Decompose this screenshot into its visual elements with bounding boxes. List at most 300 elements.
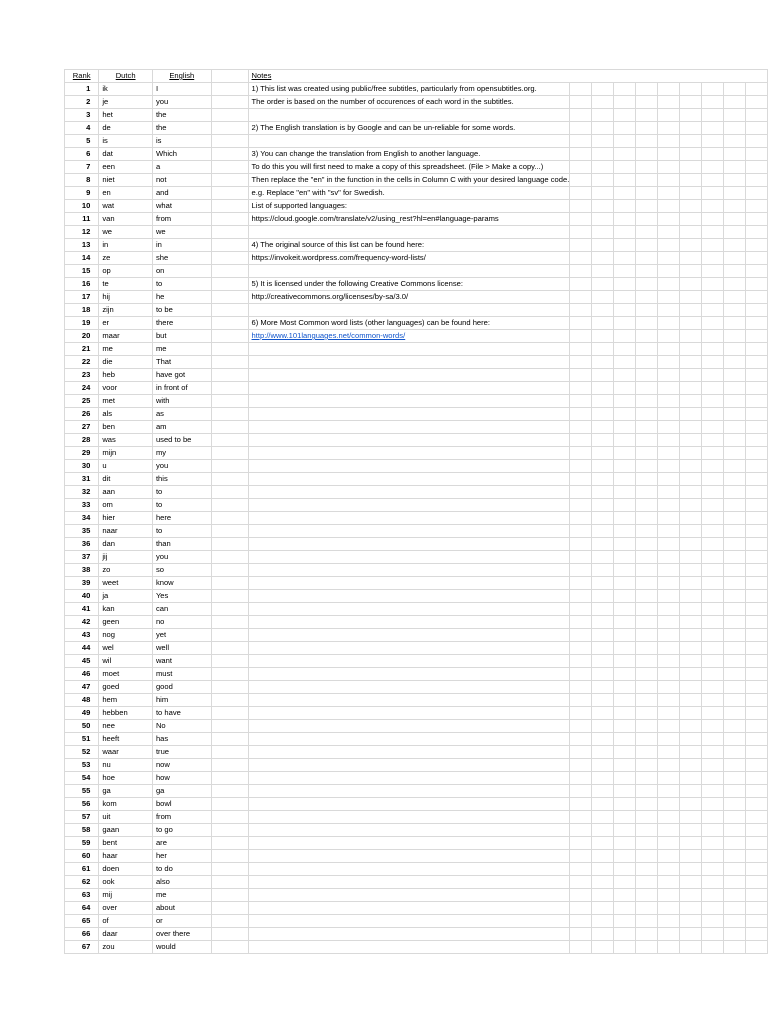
dutch-cell: daar xyxy=(99,928,153,941)
empty-cell xyxy=(592,824,614,837)
note-cell xyxy=(248,434,570,447)
empty-cell xyxy=(724,564,746,577)
table-row xyxy=(65,655,768,668)
empty-cell xyxy=(592,889,614,902)
empty-cell xyxy=(658,798,680,811)
empty-cell xyxy=(724,655,746,668)
table-row xyxy=(65,707,768,720)
dutch-cell: heb xyxy=(99,369,153,382)
english-cell: about xyxy=(152,902,211,915)
empty-cell xyxy=(614,837,636,850)
dutch-cell: zijn xyxy=(99,304,153,317)
empty-cell xyxy=(680,382,702,395)
empty-cell xyxy=(636,850,658,863)
empty-cell xyxy=(724,694,746,707)
note-cell xyxy=(248,941,570,954)
empty-cell xyxy=(658,317,680,330)
empty-cell xyxy=(702,421,724,434)
empty-cell xyxy=(702,174,724,187)
rank-cell: 67 xyxy=(65,941,99,954)
empty-cell xyxy=(570,681,592,694)
dutch-cell: of xyxy=(99,915,153,928)
empty-cell xyxy=(724,304,746,317)
dutch-cell: zo xyxy=(99,564,153,577)
empty-cell xyxy=(658,785,680,798)
table-row xyxy=(65,928,768,941)
empty-cell xyxy=(680,460,702,473)
empty-cell xyxy=(724,161,746,174)
empty-cell xyxy=(211,226,248,239)
empty-cell xyxy=(680,538,702,551)
empty-cell xyxy=(614,317,636,330)
table-row xyxy=(65,213,768,226)
empty-cell xyxy=(745,577,767,590)
empty-cell xyxy=(745,252,767,265)
empty-cell xyxy=(745,928,767,941)
english-cell: not xyxy=(152,174,211,187)
empty-cell xyxy=(570,317,592,330)
empty-cell xyxy=(614,746,636,759)
empty-cell xyxy=(724,824,746,837)
note-cell xyxy=(248,694,570,707)
empty-cell xyxy=(636,200,658,213)
english-cell: would xyxy=(152,941,211,954)
empty-cell xyxy=(724,928,746,941)
english-cell: you xyxy=(152,460,211,473)
rank-cell: 57 xyxy=(65,811,99,824)
empty-cell xyxy=(614,681,636,694)
empty-cell xyxy=(570,148,592,161)
empty-cell xyxy=(658,239,680,252)
empty-cell xyxy=(614,369,636,382)
empty-cell xyxy=(592,252,614,265)
dutch-cell: ik xyxy=(99,83,153,96)
empty-cell xyxy=(592,122,614,135)
note-cell: The order is based on the number of occurences of each word in the subtitles. xyxy=(248,96,570,109)
empty-cell xyxy=(570,434,592,447)
table-row xyxy=(65,343,768,356)
empty-cell xyxy=(724,551,746,564)
empty-cell xyxy=(680,291,702,304)
empty-cell xyxy=(614,148,636,161)
empty-cell xyxy=(702,226,724,239)
empty-cell xyxy=(636,434,658,447)
table-row xyxy=(65,304,768,317)
empty-cell xyxy=(745,720,767,733)
rank-cell: 20 xyxy=(65,330,99,343)
rank-cell: 17 xyxy=(65,291,99,304)
dutch-cell: om xyxy=(99,499,153,512)
english-cell: ga xyxy=(152,785,211,798)
empty-cell xyxy=(614,759,636,772)
empty-cell xyxy=(211,330,248,343)
empty-cell xyxy=(680,135,702,148)
empty-cell xyxy=(745,304,767,317)
note-cell xyxy=(248,421,570,434)
empty-cell xyxy=(592,863,614,876)
english-cell: No xyxy=(152,720,211,733)
dutch-cell: zou xyxy=(99,941,153,954)
empty-cell xyxy=(636,486,658,499)
empty-cell xyxy=(702,733,724,746)
empty-cell xyxy=(570,96,592,109)
dutch-cell: was xyxy=(99,434,153,447)
empty-cell xyxy=(658,941,680,954)
dutch-cell: voor xyxy=(99,382,153,395)
empty-cell xyxy=(570,720,592,733)
rank-cell: 22 xyxy=(65,356,99,369)
table-row xyxy=(65,915,768,928)
english-cell: must xyxy=(152,668,211,681)
english-cell: you xyxy=(152,96,211,109)
english-cell: than xyxy=(152,538,211,551)
empty-cell xyxy=(745,135,767,148)
english-cell: a xyxy=(152,161,211,174)
empty-cell xyxy=(636,577,658,590)
empty-cell xyxy=(636,525,658,538)
empty-cell xyxy=(211,525,248,538)
empty-cell xyxy=(636,213,658,226)
empty-cell xyxy=(592,590,614,603)
dutch-cell: kom xyxy=(99,798,153,811)
empty-cell xyxy=(724,369,746,382)
rank-cell: 53 xyxy=(65,759,99,772)
empty-cell xyxy=(592,265,614,278)
empty-cell xyxy=(724,772,746,785)
dutch-cell: het xyxy=(99,109,153,122)
empty-cell xyxy=(658,291,680,304)
empty-cell xyxy=(636,720,658,733)
empty-cell xyxy=(570,252,592,265)
empty-cell xyxy=(592,616,614,629)
empty-cell xyxy=(680,642,702,655)
empty-cell xyxy=(680,239,702,252)
empty-cell xyxy=(658,278,680,291)
rank-cell: 11 xyxy=(65,213,99,226)
empty-cell xyxy=(592,148,614,161)
empty-cell xyxy=(570,837,592,850)
empty-cell xyxy=(680,668,702,681)
empty-cell xyxy=(658,655,680,668)
rank-cell: 3 xyxy=(65,109,99,122)
empty-cell xyxy=(636,460,658,473)
note-cell: 6) More Most Common word lists (other languages) can be found here: xyxy=(248,317,570,330)
empty-cell xyxy=(702,447,724,460)
note-cell xyxy=(248,785,570,798)
empty-cell xyxy=(724,421,746,434)
notes-link[interactable]: http://www.101languages.net/common-words/ xyxy=(248,330,570,343)
empty-cell xyxy=(658,434,680,447)
table-row xyxy=(65,421,768,434)
empty-cell xyxy=(636,330,658,343)
empty-cell xyxy=(680,694,702,707)
dutch-cell: naar xyxy=(99,525,153,538)
empty-cell xyxy=(680,863,702,876)
empty-cell xyxy=(614,265,636,278)
empty-cell xyxy=(211,603,248,616)
empty-cell xyxy=(702,798,724,811)
empty-cell xyxy=(592,161,614,174)
empty-cell xyxy=(680,850,702,863)
empty-cell xyxy=(745,694,767,707)
empty-cell xyxy=(211,460,248,473)
empty-cell xyxy=(702,460,724,473)
note-cell xyxy=(248,343,570,356)
english-cell: you xyxy=(152,551,211,564)
empty-cell xyxy=(680,512,702,525)
empty-cell xyxy=(658,265,680,278)
empty-cell xyxy=(636,681,658,694)
empty-cell xyxy=(211,564,248,577)
empty-cell xyxy=(614,343,636,356)
empty-cell xyxy=(636,759,658,772)
english-cell: can xyxy=(152,603,211,616)
table-row xyxy=(65,876,768,889)
dutch-cell: hebben xyxy=(99,707,153,720)
empty-cell xyxy=(570,733,592,746)
english-cell: but xyxy=(152,330,211,343)
empty-cell xyxy=(745,863,767,876)
empty-cell xyxy=(211,447,248,460)
empty-cell xyxy=(592,915,614,928)
rank-cell: 35 xyxy=(65,525,99,538)
empty-cell xyxy=(658,811,680,824)
empty-cell xyxy=(702,265,724,278)
empty-cell xyxy=(745,291,767,304)
empty-cell xyxy=(592,317,614,330)
empty-cell xyxy=(614,187,636,200)
empty-cell xyxy=(702,369,724,382)
empty-cell xyxy=(636,395,658,408)
empty-cell xyxy=(614,304,636,317)
english-cell: well xyxy=(152,642,211,655)
empty-cell xyxy=(680,798,702,811)
note-cell xyxy=(248,876,570,889)
note-cell xyxy=(248,460,570,473)
english-cell: the xyxy=(152,109,211,122)
empty-cell xyxy=(745,538,767,551)
empty-cell xyxy=(658,629,680,642)
empty-cell xyxy=(658,473,680,486)
empty-cell xyxy=(592,876,614,889)
empty-cell xyxy=(592,746,614,759)
empty-cell xyxy=(745,395,767,408)
english-cell: good xyxy=(152,681,211,694)
empty-cell xyxy=(592,642,614,655)
empty-cell xyxy=(636,382,658,395)
empty-cell xyxy=(570,109,592,122)
empty-cell xyxy=(680,161,702,174)
rank-cell: 43 xyxy=(65,629,99,642)
table-row xyxy=(65,811,768,824)
rank-cell: 26 xyxy=(65,408,99,421)
empty-cell xyxy=(680,148,702,161)
note-cell: List of supported languages: xyxy=(248,200,570,213)
note-cell xyxy=(248,681,570,694)
empty-cell xyxy=(745,434,767,447)
empty-cell xyxy=(724,590,746,603)
empty-cell xyxy=(724,252,746,265)
empty-cell xyxy=(636,902,658,915)
empty-cell xyxy=(636,798,658,811)
empty-cell xyxy=(211,395,248,408)
empty-cell xyxy=(592,733,614,746)
empty-cell xyxy=(658,915,680,928)
empty-cell xyxy=(702,668,724,681)
dutch-cell: ja xyxy=(99,590,153,603)
empty-cell xyxy=(724,486,746,499)
empty-cell xyxy=(570,200,592,213)
empty-cell xyxy=(592,239,614,252)
empty-cell xyxy=(211,434,248,447)
english-cell: yet xyxy=(152,629,211,642)
empty-cell xyxy=(745,265,767,278)
empty-cell xyxy=(702,902,724,915)
empty-cell xyxy=(745,122,767,135)
english-cell: to xyxy=(152,525,211,538)
empty-cell xyxy=(211,382,248,395)
empty-cell xyxy=(702,876,724,889)
table-row xyxy=(65,252,768,265)
rank-cell: 51 xyxy=(65,733,99,746)
empty-cell xyxy=(636,174,658,187)
english-cell: bowl xyxy=(152,798,211,811)
empty-cell xyxy=(570,265,592,278)
empty-cell xyxy=(614,551,636,564)
dutch-cell: er xyxy=(99,317,153,330)
dutch-cell: heeft xyxy=(99,733,153,746)
empty-cell xyxy=(614,707,636,720)
empty-cell xyxy=(211,655,248,668)
empty-cell xyxy=(658,486,680,499)
english-cell: how xyxy=(152,772,211,785)
empty-cell xyxy=(702,811,724,824)
empty-cell xyxy=(702,122,724,135)
empty-cell xyxy=(745,941,767,954)
dutch-cell: waar xyxy=(99,746,153,759)
dutch-cell: mij xyxy=(99,889,153,902)
empty-cell xyxy=(570,629,592,642)
note-cell xyxy=(248,538,570,551)
english-cell: on xyxy=(152,265,211,278)
empty-cell xyxy=(592,525,614,538)
empty-cell xyxy=(211,642,248,655)
rank-cell: 12 xyxy=(65,226,99,239)
rank-cell: 24 xyxy=(65,382,99,395)
empty-cell xyxy=(636,252,658,265)
english-cell: That xyxy=(152,356,211,369)
rank-cell: 29 xyxy=(65,447,99,460)
empty-cell xyxy=(636,421,658,434)
empty-cell xyxy=(211,746,248,759)
english-cell: or xyxy=(152,915,211,928)
empty-cell xyxy=(570,785,592,798)
empty-cell xyxy=(702,824,724,837)
empty-cell xyxy=(614,616,636,629)
rank-cell: 63 xyxy=(65,889,99,902)
empty-cell xyxy=(658,499,680,512)
rank-cell: 45 xyxy=(65,655,99,668)
empty-cell xyxy=(592,304,614,317)
empty-cell xyxy=(745,759,767,772)
table-row xyxy=(65,746,768,759)
empty-cell xyxy=(724,83,746,96)
note-cell xyxy=(248,759,570,772)
empty-cell xyxy=(658,642,680,655)
empty-cell xyxy=(570,330,592,343)
empty-cell xyxy=(658,330,680,343)
empty-cell xyxy=(702,772,724,785)
empty-cell xyxy=(211,733,248,746)
empty-cell xyxy=(592,226,614,239)
empty-cell xyxy=(702,863,724,876)
dutch-cell: als xyxy=(99,408,153,421)
empty-cell xyxy=(570,642,592,655)
note-cell xyxy=(248,551,570,564)
empty-cell xyxy=(702,395,724,408)
rank-cell: 13 xyxy=(65,239,99,252)
english-cell: to xyxy=(152,486,211,499)
empty-cell xyxy=(658,395,680,408)
note-cell: 4) The original source of this list can be found here: xyxy=(248,239,570,252)
empty-cell xyxy=(614,629,636,642)
dutch-cell: je xyxy=(99,96,153,109)
empty-cell xyxy=(211,824,248,837)
empty-cell xyxy=(636,889,658,902)
english-cell: no xyxy=(152,616,211,629)
dutch-cell: dat xyxy=(99,148,153,161)
empty-cell xyxy=(724,642,746,655)
empty-cell xyxy=(680,564,702,577)
english-cell: also xyxy=(152,876,211,889)
empty-cell xyxy=(211,928,248,941)
empty-cell xyxy=(702,304,724,317)
empty-cell xyxy=(211,902,248,915)
empty-cell xyxy=(570,902,592,915)
empty-cell xyxy=(680,941,702,954)
empty-cell xyxy=(211,915,248,928)
dutch-cell: wel xyxy=(99,642,153,655)
rank-cell: 52 xyxy=(65,746,99,759)
note-cell: http://creativecommons.org/licenses/by-sa/3.0/ xyxy=(248,291,570,304)
english-cell: now xyxy=(152,759,211,772)
empty-cell xyxy=(745,707,767,720)
empty-cell xyxy=(636,616,658,629)
empty-cell xyxy=(724,499,746,512)
empty-cell xyxy=(614,122,636,135)
empty-cell xyxy=(702,135,724,148)
table-row xyxy=(65,889,768,902)
empty-cell xyxy=(724,447,746,460)
empty-cell xyxy=(745,382,767,395)
english-cell: in front of xyxy=(152,382,211,395)
note-cell xyxy=(248,733,570,746)
empty-cell xyxy=(724,720,746,733)
empty-cell xyxy=(658,187,680,200)
empty-cell xyxy=(702,655,724,668)
note-cell xyxy=(248,356,570,369)
empty-cell xyxy=(702,148,724,161)
rank-cell: 27 xyxy=(65,421,99,434)
empty-cell xyxy=(680,109,702,122)
empty-cell xyxy=(614,655,636,668)
empty-cell xyxy=(658,590,680,603)
empty-cell xyxy=(592,473,614,486)
empty-cell xyxy=(658,668,680,681)
rank-cell: 25 xyxy=(65,395,99,408)
english-header: English xyxy=(152,70,211,83)
empty-cell xyxy=(745,837,767,850)
